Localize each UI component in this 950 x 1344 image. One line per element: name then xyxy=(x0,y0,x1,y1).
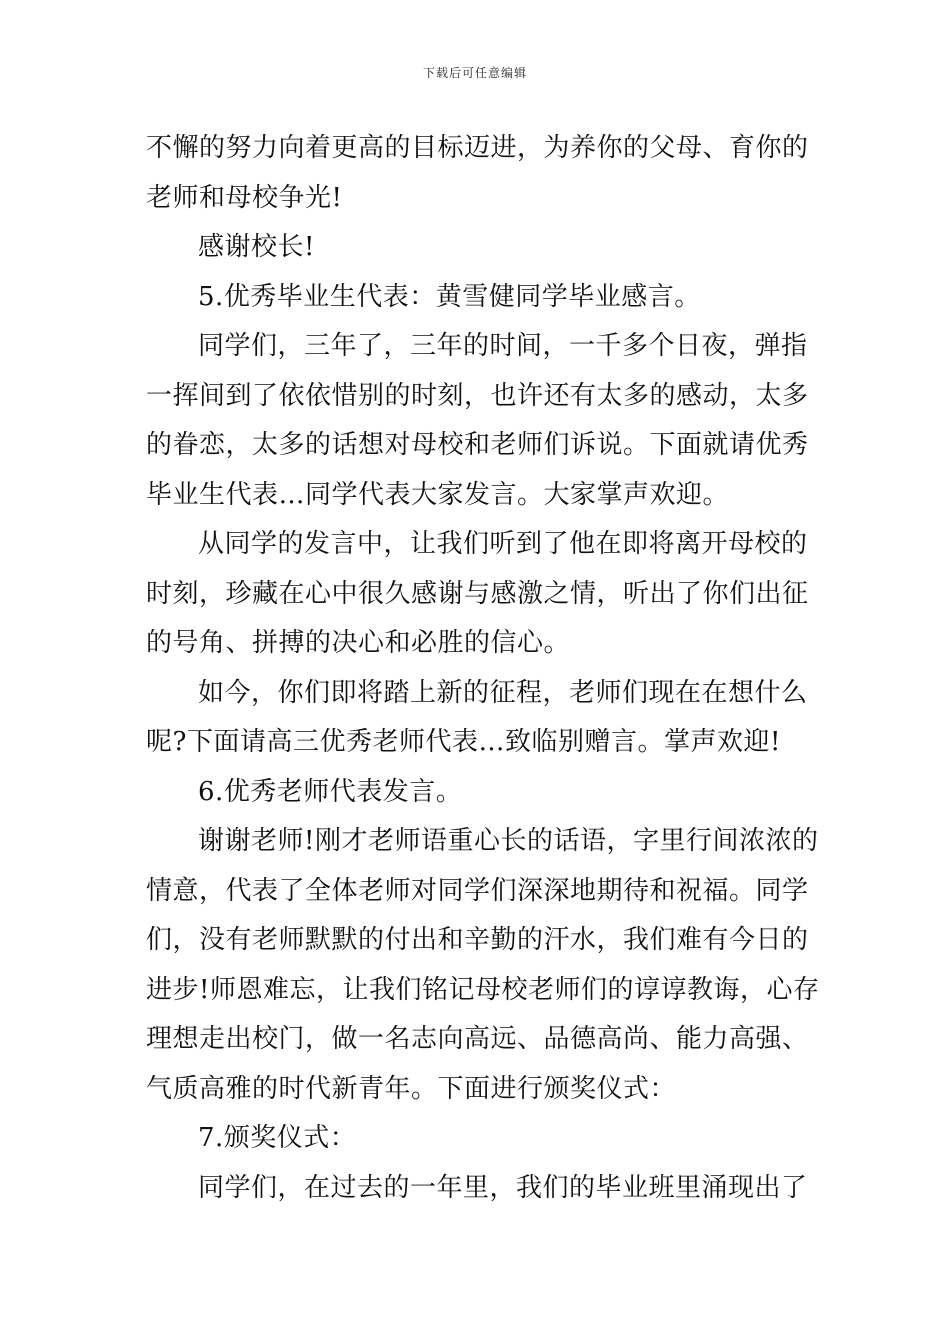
section-heading: 7.颁奖仪式： xyxy=(198,1123,357,1153)
text-line: 气质高雅的时代新青年。下面进行颁奖仪式： xyxy=(146,1073,677,1104)
text-line: 情意，代表了全体老师对同学们深深地期待和祝福。同学 xyxy=(146,875,809,906)
page-header: 下载后可任意编辑 xyxy=(422,66,527,80)
text-line: 谢谢老师!刚才老师语重心长的话语，字里行间浓浓的 xyxy=(198,826,819,856)
section-heading: 5.优秀毕业生代表：黄雪健同学毕业感言。 xyxy=(198,281,701,312)
text-line: 同学们，在过去的一年里，我们的毕业班里涌现出了 xyxy=(198,1172,808,1203)
text-line: 毕业生代表…同学代表大家发言。大家掌声欢迎。 xyxy=(146,479,730,510)
text-line: 不懈的努力向着更高的目标迈进，为养你的父母、育你的 xyxy=(146,133,809,163)
section-heading: 6.优秀老师代表发言。 xyxy=(198,776,463,807)
text-line: 进步!师恩难忘，让我们铭记母校老师们的谆谆教诲，心存 xyxy=(146,974,820,1005)
text-line: 感谢校长! xyxy=(198,232,315,262)
text-line: 老师和母校争光! xyxy=(146,182,343,213)
text-line: 时刻，珍藏在心中很久感谢与感激之情，听出了你们出征 xyxy=(146,578,809,609)
text-line: 的眷恋，太多的话想对母校和老师们诉说。下面就请优秀 xyxy=(146,430,809,460)
text-line: 如今，你们即将踏上新的征程，老师们现在在想什么 xyxy=(198,677,808,708)
text-line: 们，没有老师默默的付出和辛勤的汗水，我们难有今日的 xyxy=(146,925,809,955)
text-line: 的号角、拼搏的决心和必胜的信心。 xyxy=(146,628,571,658)
text-line: 一挥间到了依依惜别的时刻，也许还有太多的感动，太多 xyxy=(146,380,809,411)
text-line: 同学们，三年了，三年的时间，一千多个日夜，弹指 xyxy=(198,331,808,361)
text-line: 呢?下面请高三优秀老师代表…致临别赠言。掌声欢迎! xyxy=(146,727,781,757)
text-line: 理想走出校门，做一名志向高远、品德高尚、能力高强、 xyxy=(146,1024,809,1054)
document-body xyxy=(146,124,820,1213)
text-line: 从同学的发言中，让我们听到了他在即将离开母校的 xyxy=(198,529,808,559)
